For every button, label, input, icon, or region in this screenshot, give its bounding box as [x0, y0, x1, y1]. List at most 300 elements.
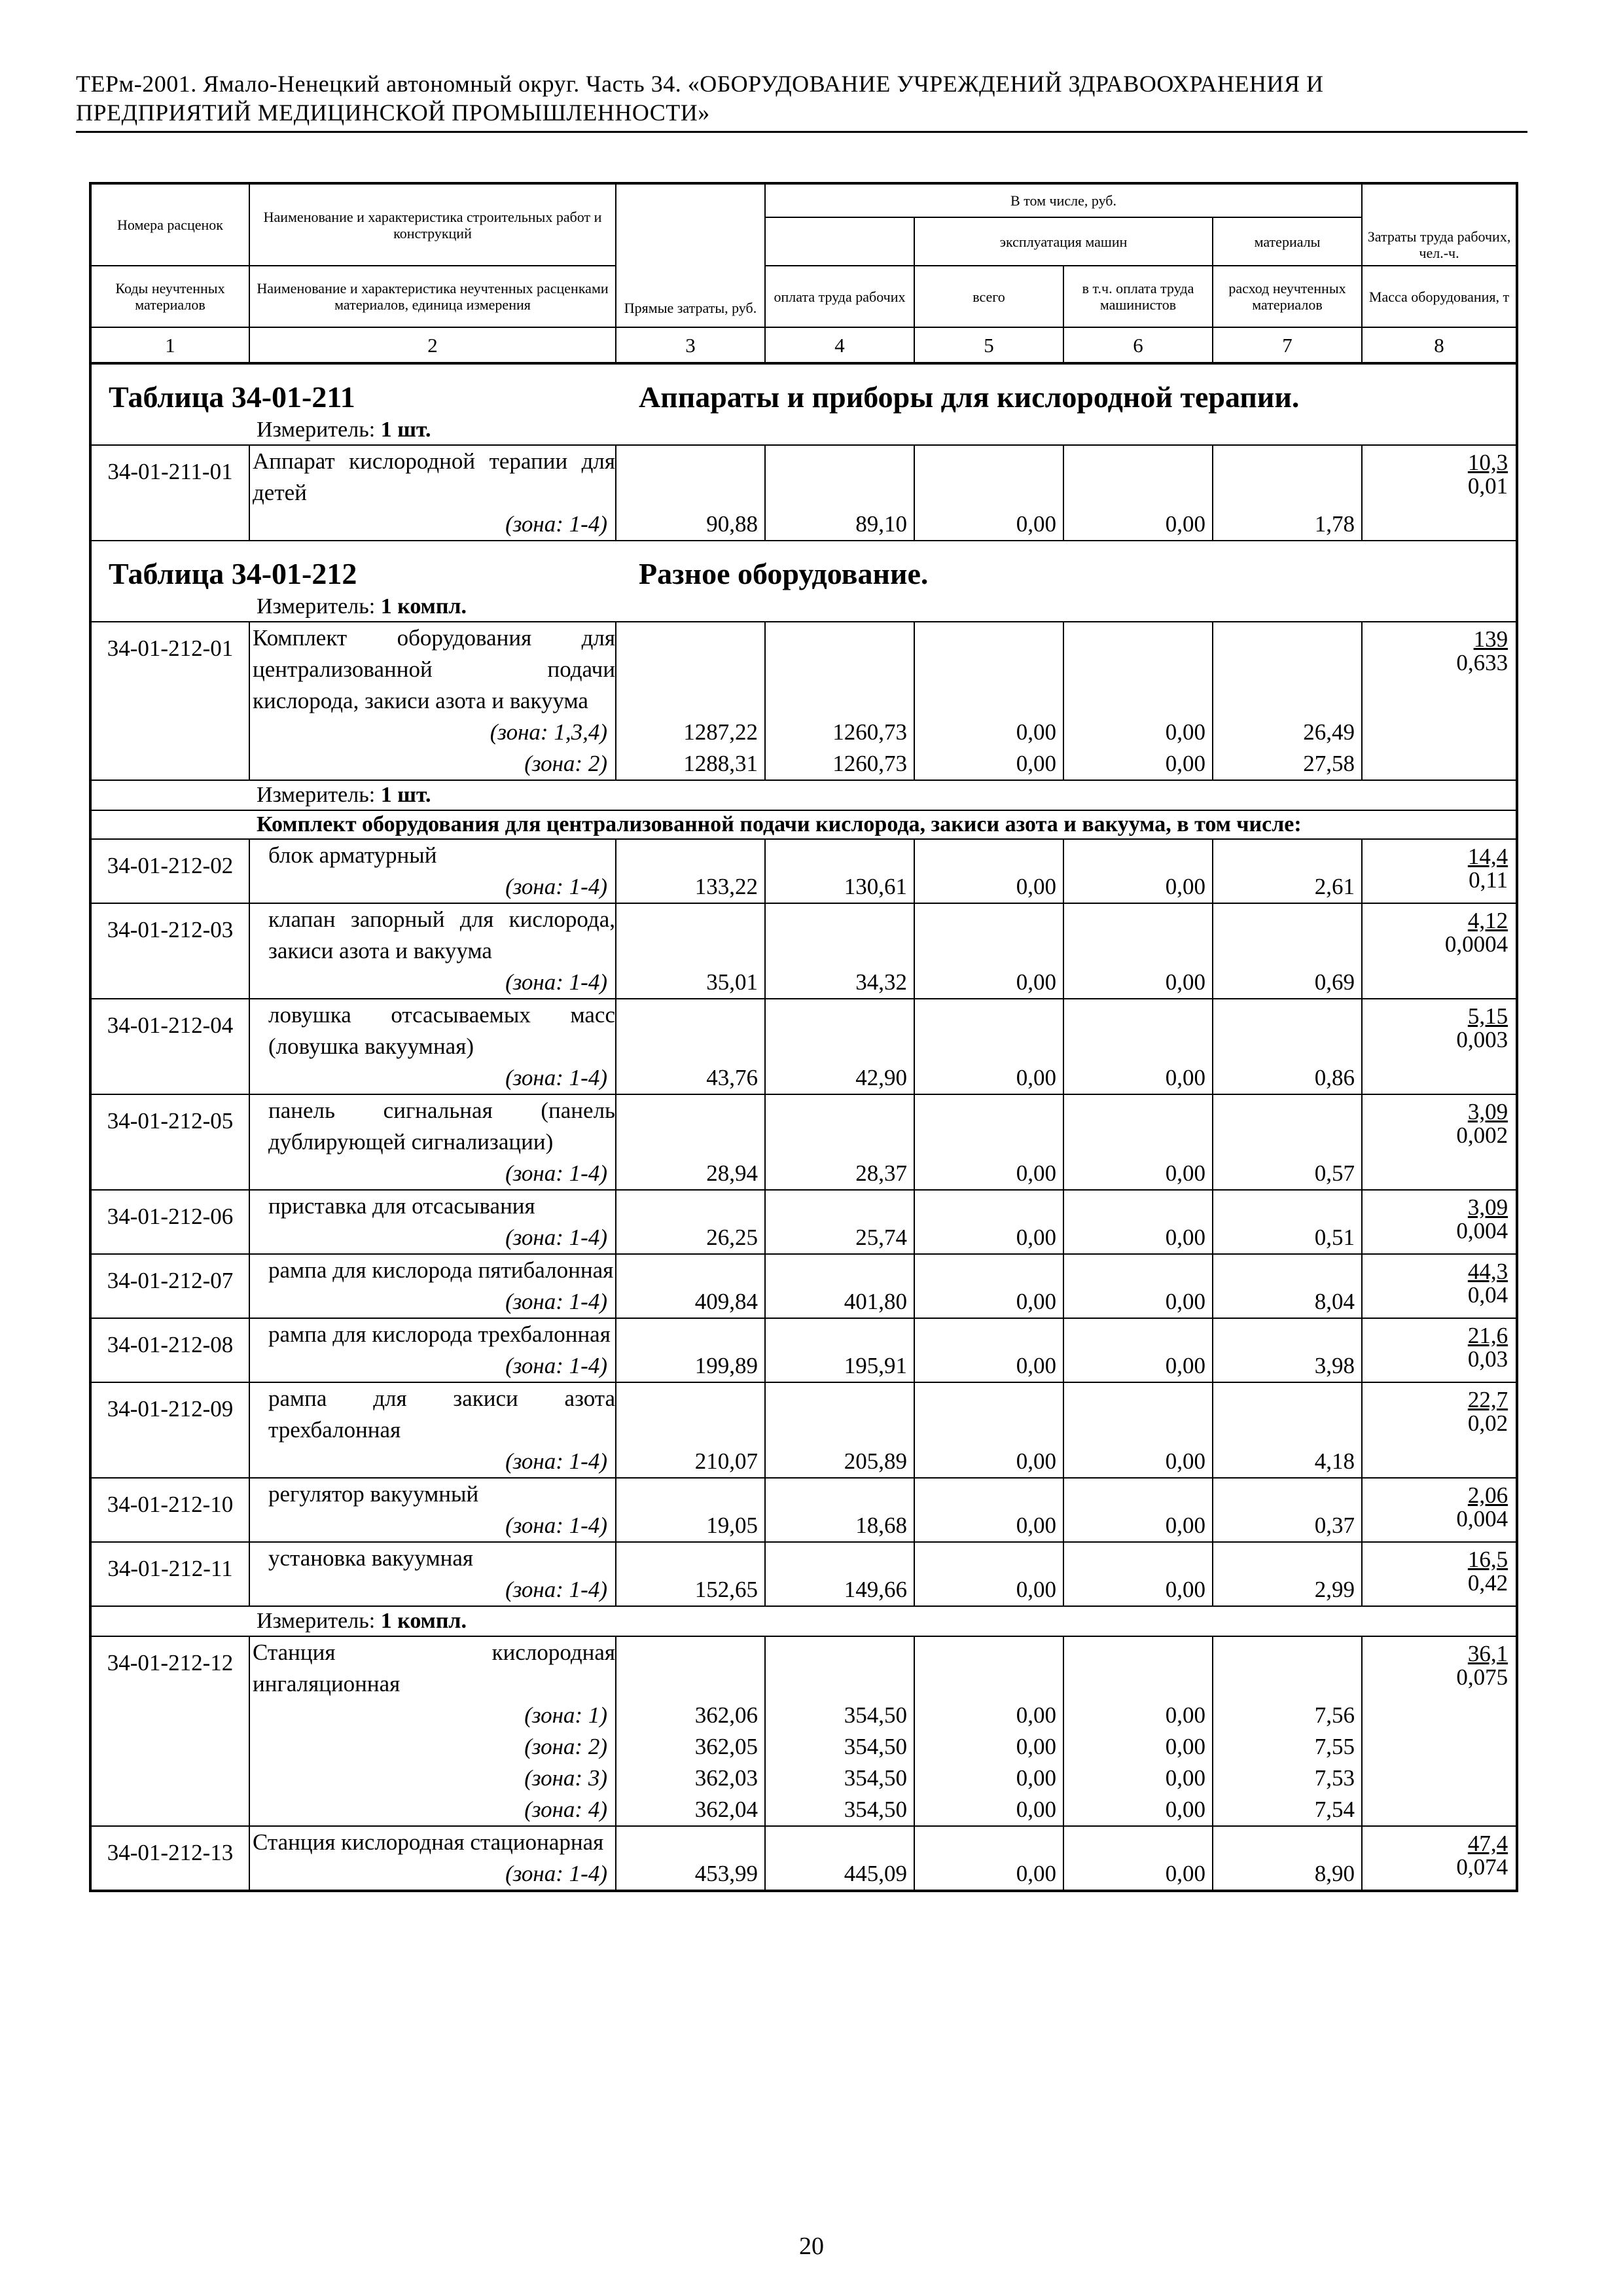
rates-table [89, 182, 1516, 1892]
worker-pay: 25,74 [765, 1222, 914, 1254]
mass-value: 0,075 [1456, 1664, 1508, 1690]
machines-total: 0,00 [914, 1222, 1063, 1254]
worker-pay: 354,50 [765, 1763, 914, 1794]
rate-code: 34-01-212-08 [90, 1318, 249, 1382]
zone-label: (зона: 1-4) [249, 1286, 616, 1318]
rate-code: 34-01-212-01 [90, 622, 249, 780]
rate-name [249, 903, 616, 967]
empty-cell [1213, 1542, 1362, 1574]
rate-name-text: установка вакуумная [268, 1545, 473, 1571]
empty-cell [616, 903, 765, 967]
labor-mass [1362, 1094, 1517, 1190]
operator-pay: 0,00 [1063, 1794, 1213, 1826]
mass-value: 0,003 [1456, 1027, 1508, 1052]
zone-label: (зона: 1-4) [249, 967, 616, 999]
operator-pay: 0,00 [1063, 871, 1213, 903]
empty-cell [765, 1478, 914, 1510]
machines-total: 0,00 [914, 1286, 1063, 1318]
zone-row [90, 1763, 1517, 1794]
zone-row [90, 1510, 1517, 1542]
table-row [90, 1254, 1517, 1286]
empty-cell [914, 1636, 1063, 1700]
table-row [90, 1190, 1517, 1222]
direct-costs: 453,99 [616, 1858, 765, 1891]
measure-row [90, 1606, 1517, 1636]
rate-code: 34-01-212-03 [90, 903, 249, 999]
table-row [90, 445, 1517, 509]
machines-total: 0,00 [914, 1574, 1063, 1606]
measure-value: 1 шт. [380, 418, 431, 442]
zone-row [90, 1858, 1517, 1891]
labor-mass [1362, 1254, 1517, 1318]
empty-cell [1213, 839, 1362, 871]
zone-label: (зона: 3) [249, 1763, 616, 1794]
empty-cell [1063, 1636, 1213, 1700]
empty-cell [1063, 1254, 1213, 1286]
empty-cell [914, 903, 1063, 967]
empty-cell [914, 1254, 1063, 1286]
col-head-codes: Коды неучтенных материалов [90, 266, 249, 327]
materials-cost: 26,49 [1213, 717, 1362, 748]
empty-cell [1063, 1094, 1213, 1158]
direct-costs: 133,22 [616, 871, 765, 903]
measure-text [92, 781, 1516, 810]
empty-cell [1213, 903, 1362, 967]
header-line-1: ТЕРм-2001. Ямало-Ненецкий автономный округ. Часть 34. «ОБОРУДОВАНИЕ УЧРЕЖДЕНИЙ ЗДРАВООХРАНЕНИЯ И [76, 71, 1324, 97]
measure-unit [90, 780, 1517, 810]
empty-cell [914, 1542, 1063, 1574]
empty-cell [616, 1094, 765, 1158]
machines-total: 0,00 [914, 1763, 1063, 1794]
measure-label: Измеритель: [257, 418, 376, 442]
mass-value: 0,004 [1456, 1218, 1508, 1244]
measure-label: Измеритель: [257, 783, 376, 807]
mass-value: 0,002 [1456, 1122, 1508, 1148]
worker-pay: 28,37 [765, 1158, 914, 1190]
zone-row [90, 1350, 1517, 1382]
operator-pay: 0,00 [1063, 1158, 1213, 1190]
zone-label: (зона: 2) [249, 1731, 616, 1763]
labor-mass [1362, 1636, 1517, 1826]
table-row [90, 999, 1517, 1062]
empty-cell [1213, 1190, 1362, 1222]
measure-text [92, 1607, 1516, 1636]
rate-name [249, 839, 616, 871]
empty-cell [765, 445, 914, 509]
zone-label: (зона: 2) [249, 748, 616, 780]
table-row [90, 622, 1517, 717]
rate-name-text: Станция кислородная ингаляционная [253, 1640, 615, 1696]
rate-name [249, 1318, 616, 1350]
col-head-mass: Масса оборудования, т [1362, 266, 1517, 327]
empty-cell [616, 1478, 765, 1510]
col-head-name: Наименование и характеристика строительных работ и конструкций [249, 183, 616, 266]
machines-total: 0,00 [914, 1731, 1063, 1763]
rate-code: 34-01-212-05 [90, 1094, 249, 1190]
zone-label: (зона: 4) [249, 1794, 616, 1826]
zone-label: (зона: 1-4) [249, 1510, 616, 1542]
labor-value: 3,09 [1467, 1099, 1508, 1124]
measure-unit [90, 416, 1517, 445]
mass-value: 0,01 [1467, 473, 1508, 499]
empty-cell [1213, 622, 1362, 717]
zone-row [90, 1062, 1517, 1094]
empty-cell [914, 999, 1063, 1062]
col-head-materials-consumption: расход неучтенных материалов [1213, 266, 1362, 327]
materials-cost: 0,69 [1213, 967, 1362, 999]
zone-label: (зона: 1) [249, 1700, 616, 1731]
empty-cell [616, 1254, 765, 1286]
empty-cell [914, 445, 1063, 509]
col-head-operator-pay: в т.ч. оплата труда машинистов [1063, 266, 1213, 327]
rate-name-text: блок арматурный [268, 842, 437, 868]
zone-row [90, 1158, 1517, 1190]
rate-name [249, 1826, 616, 1858]
empty-cell [914, 839, 1063, 871]
measure-text [92, 416, 1516, 444]
direct-costs: 1288,31 [616, 748, 765, 780]
zone-row [90, 1446, 1517, 1478]
empty-cell [1063, 622, 1213, 717]
materials-cost: 0,51 [1213, 1222, 1362, 1254]
measure-text [92, 592, 1516, 621]
direct-costs: 362,04 [616, 1794, 765, 1826]
labor-mass [1362, 1382, 1517, 1478]
table-title-row [90, 364, 1517, 416]
measure-label: Измеритель: [257, 1609, 376, 1633]
zone-label: (зона: 1-4) [249, 1446, 616, 1478]
empty-cell [1063, 1382, 1213, 1446]
materials-cost: 7,53 [1213, 1763, 1362, 1794]
direct-costs: 28,94 [616, 1158, 765, 1190]
labor-mass [1362, 445, 1517, 541]
rate-name [249, 1382, 616, 1446]
empty-cell [1213, 999, 1362, 1062]
col-number: 4 [765, 327, 914, 363]
labor-mass [1362, 622, 1517, 780]
col-number: 7 [1213, 327, 1362, 363]
empty-cell [616, 1542, 765, 1574]
empty-cell [1063, 1318, 1213, 1350]
labor-value: 44,3 [1467, 1259, 1508, 1284]
col-head-machines: эксплуатация машин [914, 217, 1213, 266]
direct-costs: 35,01 [616, 967, 765, 999]
direct-costs: 210,07 [616, 1446, 765, 1478]
rate-name-text: панель сигнальная (панель дублирующей сигнализации) [268, 1098, 615, 1155]
col-head-unaccounted-name: Наименование и характеристика неучтенных расценками материалов, единица измерения [249, 266, 616, 327]
materials-cost: 27,58 [1213, 748, 1362, 780]
rate-code: 34-01-212-12 [90, 1636, 249, 1826]
empty-cell [765, 1254, 914, 1286]
operator-pay: 0,00 [1063, 1286, 1213, 1318]
operator-pay: 0,00 [1063, 748, 1213, 780]
empty-cell [1063, 1478, 1213, 1510]
col-number: 6 [1063, 327, 1213, 363]
rate-name-text: Комплект оборудования для централизованной подачи кислорода, закиси азота и вакуума [253, 625, 615, 713]
rate-code: 34-01-212-09 [90, 1382, 249, 1478]
labor-value: 14,4 [1467, 844, 1508, 869]
table-title [90, 364, 1517, 416]
materials-cost: 2,61 [1213, 871, 1362, 903]
empty-cell [765, 903, 914, 967]
rate-name [249, 622, 616, 717]
machines-total: 0,00 [914, 717, 1063, 748]
worker-pay: 445,09 [765, 1858, 914, 1891]
table-title-row [90, 541, 1517, 592]
operator-pay: 0,00 [1063, 1222, 1213, 1254]
page-number: 20 [799, 2233, 824, 2260]
worker-pay: 354,50 [765, 1731, 914, 1763]
empty-cell [616, 445, 765, 509]
empty-cell [765, 1382, 914, 1446]
empty-cell [616, 839, 765, 871]
rate-code: 34-01-212-02 [90, 839, 249, 903]
zone-label: (зона: 1-4) [249, 871, 616, 903]
mass-value: 0,004 [1456, 1506, 1508, 1532]
labor-value: 4,12 [1467, 908, 1508, 933]
measure-value: 1 компл. [380, 1609, 467, 1633]
rate-name-text: рампа для кислорода пятибалонная [268, 1257, 614, 1283]
table-row [90, 1094, 1517, 1158]
zone-label: (зона: 1-4) [249, 1062, 616, 1094]
empty-cell [765, 1318, 914, 1350]
labor-value: 5,15 [1467, 1003, 1508, 1029]
mass-value: 0,11 [1469, 867, 1508, 893]
rate-code: 34-01-212-11 [90, 1542, 249, 1606]
machines-total: 0,00 [914, 1510, 1063, 1542]
labor-value: 36,1 [1467, 1641, 1508, 1666]
operator-pay: 0,00 [1063, 1350, 1213, 1382]
measure-row [90, 416, 1517, 445]
empty-cell [914, 1190, 1063, 1222]
zone-row [90, 509, 1517, 541]
materials-cost: 7,56 [1213, 1700, 1362, 1731]
rate-code: 34-01-212-07 [90, 1254, 249, 1318]
rate-code: 34-01-212-13 [90, 1826, 249, 1891]
column-header-grid [89, 182, 1518, 363]
labor-value: 21,6 [1467, 1323, 1508, 1348]
labor-value: 47,4 [1467, 1831, 1508, 1856]
operator-pay: 0,00 [1063, 717, 1213, 748]
empty-cell [765, 1636, 914, 1700]
empty-cell [616, 1190, 765, 1222]
materials-cost: 1,78 [1213, 509, 1362, 541]
zone-row [90, 1700, 1517, 1731]
col-head-including: В том числе, руб. [765, 183, 1362, 217]
zone-label: (зона: 1-4) [249, 1574, 616, 1606]
operator-pay: 0,00 [1063, 1062, 1213, 1094]
worker-pay: 1260,73 [765, 717, 914, 748]
empty-cell [765, 839, 914, 871]
table-row [90, 1318, 1517, 1350]
worker-pay: 42,90 [765, 1062, 914, 1094]
operator-pay: 0,00 [1063, 509, 1213, 541]
labor-value: 2,06 [1467, 1482, 1508, 1508]
rate-name-text: рампа для кислорода трехбалонная [268, 1321, 611, 1347]
labor-value: 22,7 [1467, 1387, 1508, 1412]
machines-total: 0,00 [914, 1858, 1063, 1891]
rate-name [249, 1094, 616, 1158]
materials-cost: 0,57 [1213, 1158, 1362, 1190]
zone-row [90, 1731, 1517, 1763]
empty-cell [1213, 1382, 1362, 1446]
mass-value: 0,04 [1467, 1282, 1508, 1308]
rate-name-text: рампа для закиси азота трехбалонная [268, 1386, 615, 1443]
rate-code: 34-01-211-01 [90, 445, 249, 541]
direct-costs: 362,05 [616, 1731, 765, 1763]
worker-pay: 130,61 [765, 871, 914, 903]
empty-cell [914, 1826, 1063, 1858]
empty-cell [616, 622, 765, 717]
labor-mass [1362, 1318, 1517, 1382]
zone-row [90, 1574, 1517, 1606]
empty-cell [914, 1382, 1063, 1446]
table-caption: Разное оборудование. [639, 557, 929, 590]
empty-cell [616, 1382, 765, 1446]
worker-pay: 354,50 [765, 1794, 914, 1826]
empty-cell [1063, 839, 1213, 871]
empty-cell [914, 1478, 1063, 1510]
zone-label: (зона: 1-4) [249, 1350, 616, 1382]
zone-label: (зона: 1-4) [249, 1222, 616, 1254]
measure-value: 1 шт. [380, 783, 431, 807]
empty-cell [1063, 1826, 1213, 1858]
operator-pay: 0,00 [1063, 1858, 1213, 1891]
zone-row [90, 717, 1517, 748]
zone-row [90, 1286, 1517, 1318]
materials-cost: 7,54 [1213, 1794, 1362, 1826]
measure-unit [90, 592, 1517, 622]
empty-cell [1063, 1190, 1213, 1222]
labor-value: 3,09 [1467, 1194, 1508, 1220]
worker-pay: 89,10 [765, 509, 914, 541]
zone-row [90, 967, 1517, 999]
materials-cost: 3,98 [1213, 1350, 1362, 1382]
worker-pay: 401,80 [765, 1286, 914, 1318]
table-row [90, 1478, 1517, 1510]
direct-costs: 362,06 [616, 1700, 765, 1731]
table-number: Таблица 34-01-211 [109, 380, 355, 414]
operator-pay: 0,00 [1063, 1700, 1213, 1731]
empty-cell [616, 1636, 765, 1700]
worker-pay: 354,50 [765, 1700, 914, 1731]
labor-mass [1362, 999, 1517, 1094]
table-row [90, 1382, 1517, 1446]
empty-cell [1063, 999, 1213, 1062]
empty-cell [1213, 445, 1362, 509]
zone-row [90, 1222, 1517, 1254]
machines-total: 0,00 [914, 509, 1063, 541]
col-number: 5 [914, 327, 1063, 363]
operator-pay: 0,00 [1063, 1446, 1213, 1478]
empty-cell [765, 1826, 914, 1858]
materials-cost: 7,55 [1213, 1731, 1362, 1763]
table-number: Таблица 34-01-212 [109, 557, 357, 590]
rate-code: 34-01-212-04 [90, 999, 249, 1094]
empty-cell [616, 1318, 765, 1350]
rate-name-text: регулятор вакуумный [268, 1481, 479, 1507]
direct-costs: 362,03 [616, 1763, 765, 1794]
mass-value: 0,42 [1467, 1570, 1508, 1596]
empty-cell [914, 622, 1063, 717]
rate-name [249, 1636, 616, 1700]
measure-label: Измеритель: [257, 594, 376, 619]
group-title-row [90, 810, 1517, 839]
machines-total: 0,00 [914, 748, 1063, 780]
labor-mass [1362, 839, 1517, 903]
table-row [90, 839, 1517, 871]
document-header [76, 69, 1527, 127]
labor-value: 10,3 [1467, 450, 1508, 475]
col-head-materials: материалы [1213, 217, 1362, 266]
zone-label: (зона: 1,3,4) [249, 717, 616, 748]
materials-cost: 0,37 [1213, 1510, 1362, 1542]
zone-row [90, 1794, 1517, 1826]
operator-pay: 0,00 [1063, 1763, 1213, 1794]
empty-cell [914, 1094, 1063, 1158]
labor-value: 16,5 [1467, 1547, 1508, 1572]
rate-name-text: ловушка отсасываемых масс (ловушка вакуумная) [268, 1002, 615, 1059]
rate-code: 34-01-212-06 [90, 1190, 249, 1254]
direct-costs: 90,88 [616, 509, 765, 541]
worker-pay: 149,66 [765, 1574, 914, 1606]
empty-cell [914, 1318, 1063, 1350]
materials-cost: 8,90 [1213, 1858, 1362, 1891]
direct-costs: 43,76 [616, 1062, 765, 1094]
rate-name-text: клапан запорный для кислорода, закиси азота и вакуума [268, 906, 615, 963]
operator-pay: 0,00 [1063, 1510, 1213, 1542]
rate-name [249, 445, 616, 509]
operator-pay: 0,00 [1063, 1574, 1213, 1606]
table-title [90, 541, 1517, 592]
empty-cell [1063, 1542, 1213, 1574]
header-line-2: ПРЕДПРИЯТИЙ МЕДИЦИНСКОЙ ПРОМЫШЛЕННОСТИ» [76, 99, 710, 126]
mass-value: 0,03 [1467, 1346, 1508, 1372]
col-head-machines-total: всего [914, 266, 1063, 327]
machines-total: 0,00 [914, 1700, 1063, 1731]
empty-cell [1213, 1094, 1362, 1158]
rate-name [249, 1190, 616, 1222]
empty-cell [1063, 903, 1213, 967]
materials-cost: 8,04 [1213, 1286, 1362, 1318]
rate-name-text: Аппарат кислородной терапии для детей [253, 448, 615, 505]
empty-cell [765, 999, 914, 1062]
materials-cost: 2,99 [1213, 1574, 1362, 1606]
mass-value: 0,02 [1467, 1410, 1508, 1436]
empty-cell [765, 1190, 914, 1222]
operator-pay: 0,00 [1063, 1731, 1213, 1763]
operator-pay: 0,00 [1063, 967, 1213, 999]
labor-value: 139 [1473, 626, 1508, 652]
rate-name [249, 1478, 616, 1510]
labor-mass [1362, 1542, 1517, 1606]
empty-cell [765, 622, 914, 717]
worker-pay: 1260,73 [765, 748, 914, 780]
col-number: 1 [90, 327, 249, 363]
empty-cell [1213, 1318, 1362, 1350]
measure-row [90, 592, 1517, 622]
rate-name [249, 1254, 616, 1286]
table-row [90, 903, 1517, 967]
zone-row [90, 871, 1517, 903]
direct-costs: 19,05 [616, 1510, 765, 1542]
group-title: Комплект оборудования для централизованной подачи кислорода, закиси азота и вакуума, в том числе: [90, 810, 1517, 839]
col-head-direct-costs: Прямые затраты, руб. [616, 183, 765, 327]
machines-total: 0,00 [914, 871, 1063, 903]
col-head-rate-numbers: Номера расценок [90, 183, 249, 266]
labor-mass [1362, 1826, 1517, 1891]
col-number: 2 [249, 327, 616, 363]
